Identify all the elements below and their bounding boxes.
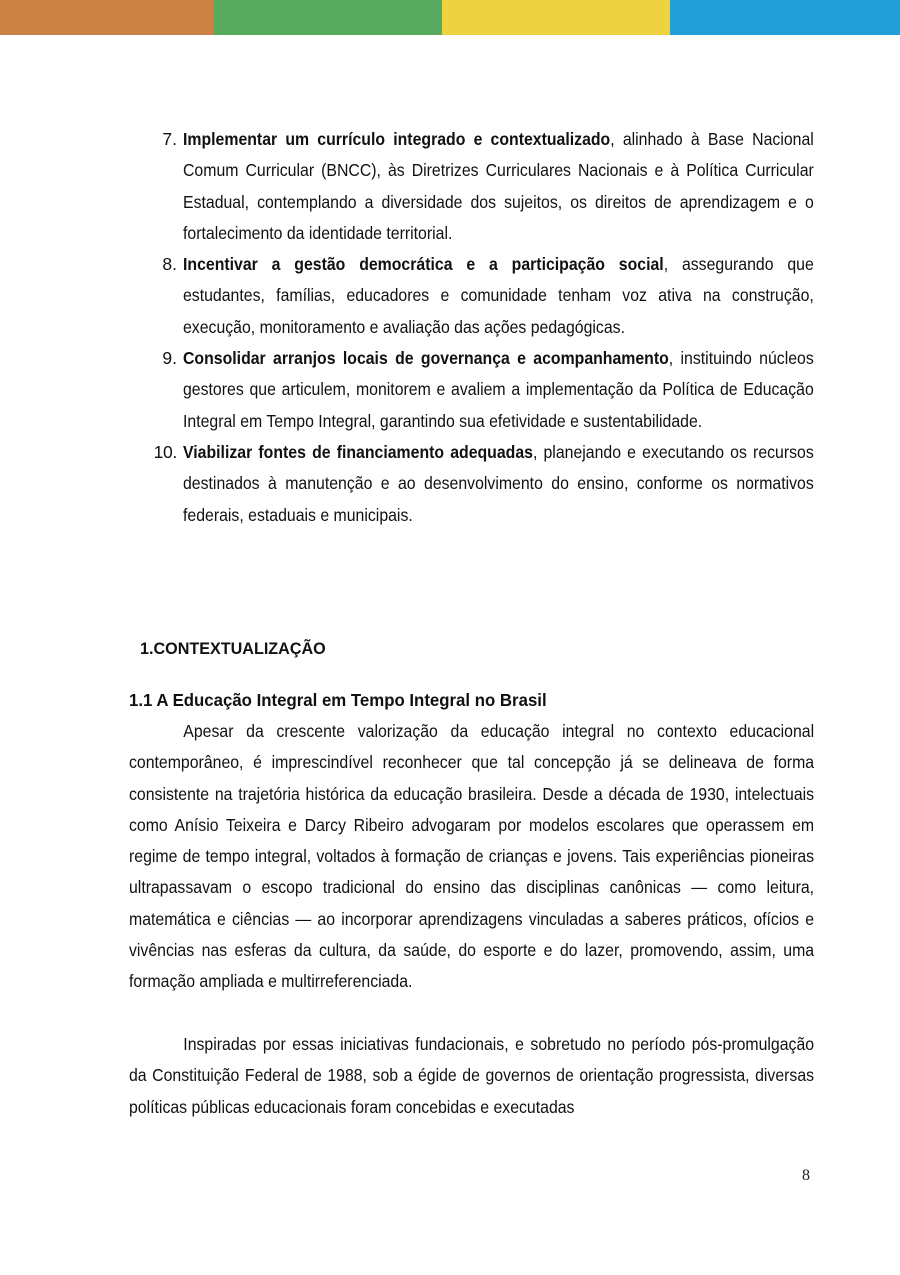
- list-item-bold-lead: Implementar um currículo integrado e contextualizado: [183, 129, 611, 149]
- list-item: [0, 343, 814, 437]
- list-item-number: 9.: [162, 348, 177, 369]
- list-item-bold-lead: Consolidar arranjos locais de governança e acompanhamento: [183, 348, 669, 369]
- color-segment-blue: [670, 0, 900, 35]
- list-item-bold-lead: Viabilizar fontes de financiamento adequadas: [183, 441, 533, 462]
- page-number: 8: [802, 1167, 810, 1184]
- list-item-number: 8.: [162, 254, 177, 275]
- color-segment-orange: [0, 0, 214, 35]
- list-item-number: 7.: [162, 129, 177, 149]
- color-segment-yellow: [442, 0, 670, 35]
- body-paragraph: [129, 716, 814, 998]
- list-item: [0, 124, 814, 249]
- list-item-text: [183, 249, 814, 343]
- list-item-text: [183, 124, 814, 249]
- list-item-rest: , planejando e executando os recursos destinados à manutenção e ao desenvolvimento do ensino, conforme os normativos federais, estaduais e municipais.: [183, 441, 814, 525]
- paragraph-text: Inspiradas por essas iniciativas fundacionais, e sobretudo no período pós-promulgação da Constituição Federal de 1988, sob a égide de governos de orientação progressista, diversas políticas públicas educacionais foram concebidas e executadas: [129, 1034, 815, 1117]
- list-item: [0, 249, 814, 343]
- section-heading: 1.CONTEXTUALIZAÇÃO: [140, 639, 326, 658]
- subsection-heading: 1.1 A Educação Integral em Tempo Integral no Brasil: [129, 690, 547, 710]
- list-item-bold-lead: Incentivar a gestão democrática e a participação social: [183, 254, 664, 275]
- body-paragraph: [129, 1029, 814, 1123]
- list-item-number: 10.: [153, 441, 177, 462]
- objectives-list: [0, 124, 900, 531]
- list-item-rest: , assegurando que estudantes, famílias, educadores e comunidade tenham voz ativa na construção, execução, monitoramento e avaliação das ações pedagógicas.: [183, 254, 814, 337]
- list-item-text: [183, 343, 814, 437]
- color-segment-green: [214, 0, 442, 35]
- paragraph-text: Apesar da crescente valorização da educação integral no contexto educacional contemporâneo, é imprescindível reconhecer que tal concepção já se delineava de forma consistente na trajetória histórica da educação brasileira. Desde a década de 1930, intelectuais como Anísio Teixeira e Darcy Ribeiro advogaram por modelos escolares que operassem em regime de tempo integral, voltados à formação de crianças e jovens. Tais experiências pioneiras ultrapassavam o escopo tradicional do ensino das disciplinas canônicas — como leitura, matemática e ciências — ao incorporar aprendizagens vinculadas a saberes práticos, ofícios e vivências nas esferas da cultura, da saúde, do esporte e do lazer, promovendo, assim, uma formação ampliada e multirreferenciada.: [129, 721, 815, 992]
- list-item-rest: , alinhado à Base Nacional Comum Curricular (BNCC), às Diretrizes Curriculares Nacionais e à Política Curricular Estadual, contemplando a diversidade dos sujeitos, os direitos de aprendizagem e o fortalecimento da identidade territorial.: [183, 129, 814, 243]
- list-item-rest: , instituindo núcleos gestores que articulem, monitorem e avaliem a implementação da Política de Educação Integral em Tempo Integral, garantindo sua efetividade e sustentabilidade.: [183, 348, 814, 431]
- header-color-bar: [0, 0, 900, 35]
- list-item: [0, 437, 814, 531]
- list-item-text: [183, 437, 814, 531]
